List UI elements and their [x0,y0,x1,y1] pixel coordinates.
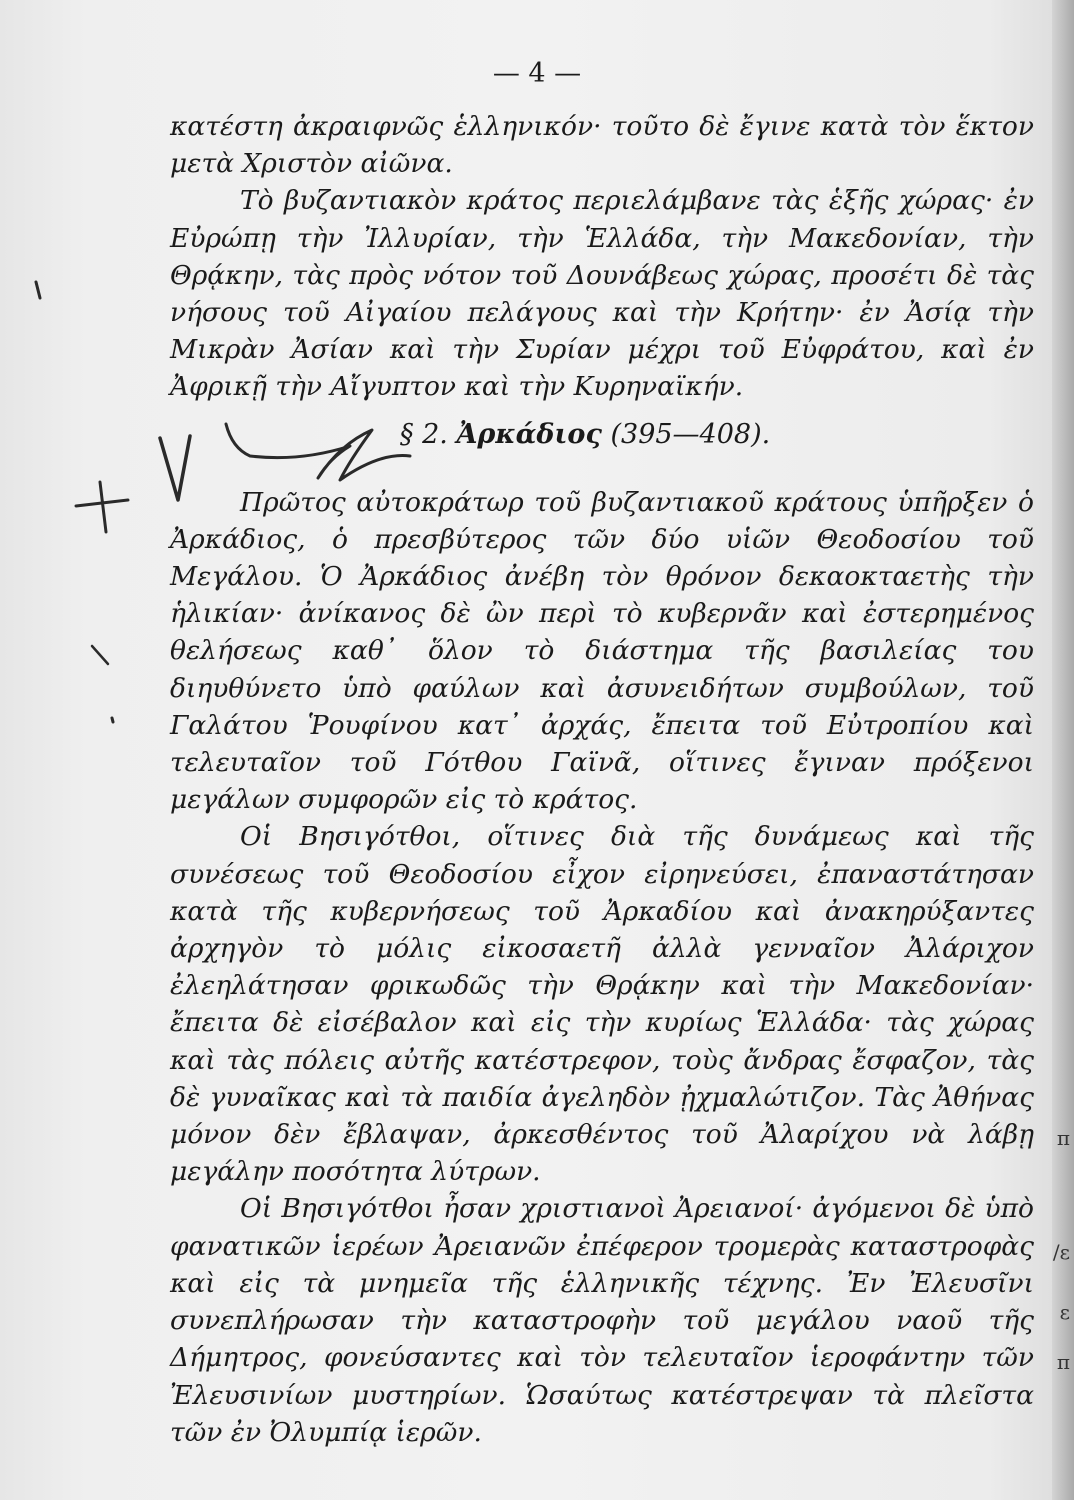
page-number: — 4 — [492,58,582,89]
paragraph-1: κατέστη ἀκραιφνῶς ἑλληνικόν· τοῦτο δὲ ἔγινε κατὰ τὸν ἕκτον μετὰ Χριστὸν αἰῶνα. [170,111,1034,180]
margin-fragment-1: π [1056,1126,1070,1150]
pencil-plus-icon [76,482,128,532]
paragraph-4: Οἱ Βησιγότθοι, οἵτινες διὰ τῆς δυνάμεως καὶ τῆς συνέσεως τοῦ Θεοδοσίου εἶχον εἰρηνεύσει, ἐπαναστάτησαν κατὰ τῆς κυβερνήσεως τοῦ Ἀρκαδίου καὶ ἀνακηρύξαντες ἀρχηγὸν τὸ μόλις εἰκοσαετῆ ἀλλὰ γενναῖον Ἀλάριχον ἐλεηλάτησαν φρικωδῶς τὴν Θρᾴκην καὶ τὴν Μακεδονίαν· ἔπειτα δὲ εἰσέβαλον καὶ εἰς τὴν κυρίως Ἑλλάδα· τὰς χώρας καὶ τὰς πόλεις αὐτῆς κατέστρεφον, τοὺς ἄνδρας ἔσφαζον, τὰς δὲ γυναῖκας καὶ τὰ παιδία ἀγεληδὸν ᾐχμαλώτιζον. Τὰς Ἀθήνας μόνον δὲν ἔβλαψαν, ἀρκεσθέντος τοῦ Ἀλαρίχου νὰ λάβῃ μεγάλην ποσότητα λύτρων. [170,821,1034,1188]
paragraph-2: Τὸ βυζαντιακὸν κράτος περιελάμβανε τὰς ἑξῆς χώρας· ἐν Εὐρώπῃ τὴν Ἰλλυρίαν, τὴν Ἑλλάδα, τὴν Μακεδονίαν, τὴν Θρᾴκην, τὰς πρὸς νότον τοῦ Δουνάβεως χώρας, προσέτι δὲ τὰς νήσους τοῦ Αἰγαίου πελάγους καὶ τὴν Κρήτην· ἐν Ἀσίᾳ τὴν Μικρὰν Ἀσίαν καὶ τὴν Συρίαν μέχρι τοῦ Εὐφράτου, καὶ ἐν Ἀφρικῇ τὴν Αἴγυπτον καὶ τὴν Κυρηναϊκήν. [170,185,1034,403]
pencil-tick-icon [92,646,108,664]
page-edge-shadow [1052,0,1074,1500]
margin-fragment-3: ε [1059,1300,1070,1324]
body-text [170,108,1034,1451]
section-dates: (395—408). [610,418,771,450]
section-mark: § 2. [400,418,448,450]
margin-fragment-2: /ε [1052,1240,1070,1264]
margin-fragment-4: π [1056,1350,1070,1374]
pencil-tick-icon-2 [36,282,40,298]
paragraph-5: Οἱ Βησιγότθοι ἦσαν χριστιανοὶ Ἀρειανοί· ἀγόμενοι δὲ ὑπὸ φανατικῶν ἱερέων Ἀρειανῶν ἐπέφερον τρομερὰς καταστροφὰς καὶ εἰς τὰ μνημεῖα τῆς ἑλληνικῆς τέχνης. Ἐν Ἐλευσῖνι συνεπλήρωσαν τὴν καταστροφὴν τοῦ μεγάλου ναοῦ τῆς Δήμητρος, φονεύσαντες καὶ τὸν τελευταῖον ἱεροφάντην τῶν Ἐλευσινίων μυστηρίων. Ὡσαύτως κατέστρεψαν τὰ πλεῖστα τῶν ἐν Ὀλυμπίᾳ ἱερῶν. [170,1193,1034,1448]
paragraph-3: Πρῶτος αὐτοκράτωρ τοῦ βυζαντιακοῦ κράτους ὑπῆρξεν ὁ Ἀρκάδιος, ὁ πρεσβύτερος τῶν δύο υἱῶν Θεοδοσίου τοῦ Μεγάλου. Ὁ Ἀρκάδιος ἀνέβη τὸν θρόνον δεκαοκταετὴς τὴν ἡλικίαν· ἀνίκανος δὲ ὢν περὶ τὸ κυβερνᾶν καὶ ἐστερημένος θελήσεως καθ᾽ ὅλον τὸ διάστημα τῆς βασιλείας του διηυθύνετο ὑπὸ φαύλων καὶ ἀσυνειδήτων συμβούλων, τοῦ Γαλάτου Ῥουφίνου κατ᾽ ἀρχάς, ἔπειτα τοῦ Εὐτροπίου καὶ τελευταῖον τοῦ Γότθου Γαϊνᾶ, οἵτινες ἔγιναν πρόξενοι μεγάλων συμφορῶν εἰς τὸ κράτος. [170,486,1034,816]
section-title: Ἀρκάδιος [456,418,602,450]
pencil-dot-icon [112,718,113,722]
section-heading [170,416,1034,454]
